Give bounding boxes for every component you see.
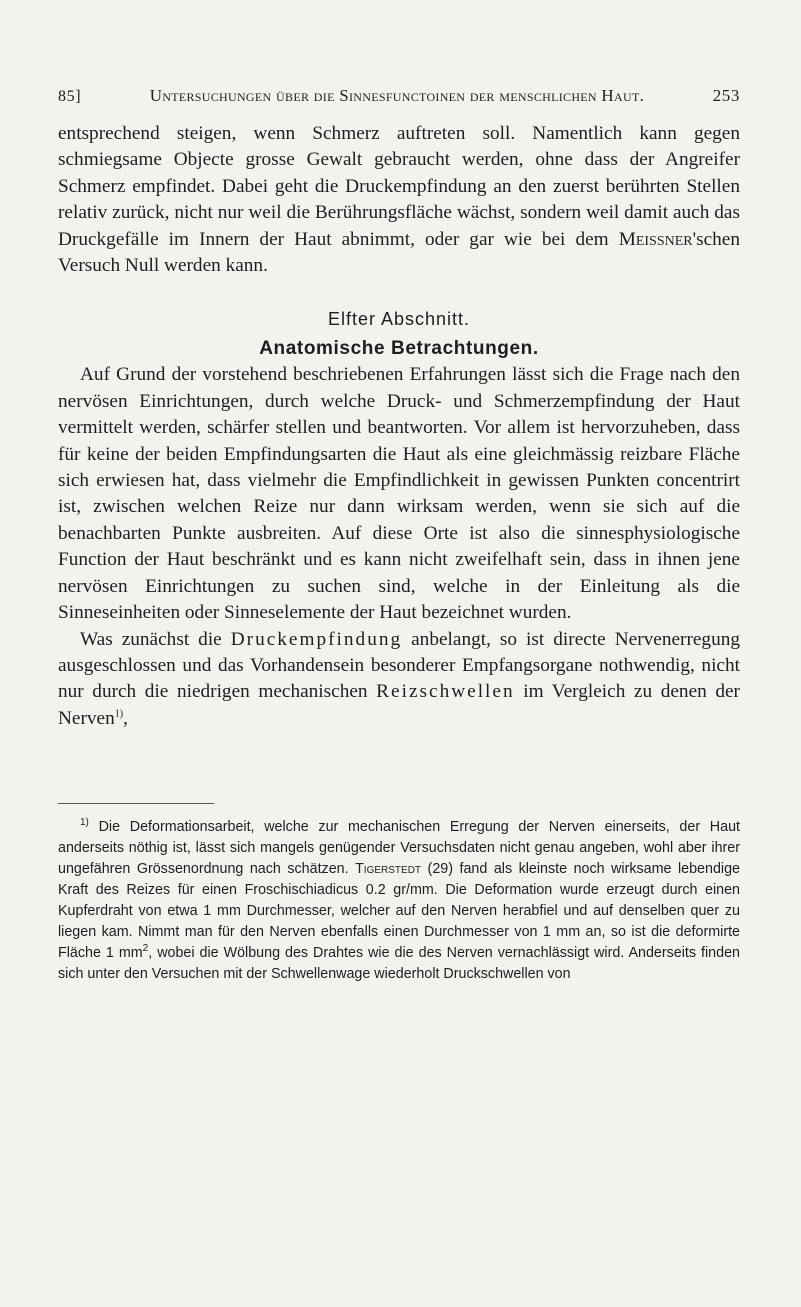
footnote-marker: 1): [80, 817, 89, 829]
emphasis-term: Reizschwellen: [376, 681, 515, 703]
running-header: [58, 86, 740, 106]
chapter-title: Anatomische Betrachtungen.: [259, 338, 539, 360]
footnote-divider: [58, 803, 214, 804]
running-title: Untersuchungen über die Sinnesfunctoinen der menschlichen Haut.: [149, 86, 645, 105]
page-number: 253: [712, 86, 740, 105]
chapter-number: Elfter Abschnitt.: [327, 309, 471, 330]
footnote: $^{1)}$ Die Deformationsarbeit, welche zur mechanischen Erregung der Nerven einerseits, der Haut anderseits nöthig ist, lässt sich mangels genügender Versuchsdaten nicht genau angeben, wohl aber ihrer ungefähren Grössenordnung nach schätzen. Tigerstedt (29) fand als kleinste noch wirksame lebendige Kraft des Reizes für einen Froschischiadicus 0.2 gr/mm. Die Deformation wurde erzeugt durch einen Kupferdraht von etwa 1 mm Durchmesser, welcher auf den Nerven herabfiel und auf denselben quer zu liegen kam. Nimmt man für den Nerven ebenfalls einen Durchmesser von 1 mm an, so ist die deformirte Fläche 1 $mm^2$, wobei die Wölbung des Drahtes wie die des Nerven vernachlässigt wird. Anderseits finden sich unter den Versuchen mit der Schwellenwage wiederholt Druckschwellen von: [58, 817, 740, 982]
footnote-reference: 1): [114, 708, 124, 720]
emphasis-term: Druckempfindung: [230, 628, 403, 650]
paragraph: Was zunächst die Druckempfindung anbelangt, so ist directe Nervenerregung ausgeschlossen und das Vorhandensein besonderer Empfangsorgane nothwendig, nicht nur durch die niedrigen mechanischen Reizschwellen im Vergleich zu denen der Nerven$^{1)}$,: [58, 628, 740, 729]
author-name: Tigerstedt: [355, 861, 422, 877]
author-name: Meissner: [618, 228, 693, 250]
section-number: 85]: [58, 88, 82, 105]
paragraph: Auf Grund der vorstehend beschriebenen Erfahrungen lässt sich die Frage nach den nervösen Einrichtungen, durch welche Druck- und Schmerzempfindung der Haut vermittelt werden, schärfer stellen und beantworten. Vor allem ist hervorzuheben, dass für keine der beiden Empfindungsarten die Haut als eine gleichmässig reizbare Fläche sich erwiesen hat, dass vielmehr die Empfindlichkeit in gewissen Punkten concentrirt ist, zwischen welchen Reize nur dann wirksam werden, wenn sie sich auf die benachbarten Punkte ausbreiten. Auf diese Orte ist also die sinnesphysiologische Function der Haut beschränkt und es kann nicht zweifelhaft sein, dass in ihnen jene nervösen Einrichtungen zu suchen sind, welche in der Einleitung als die Sinneseinheiten oder Sinneselemente der Haut bezeichnet wurden.: [58, 364, 740, 624]
main-text: [58, 121, 740, 732]
paragraph-continued: entsprechend steigen, wenn Schmerz auftreten soll. Namentlich kann gegen schmiegsame Objecte grosse Gewalt gebraucht werden, ohne dass der Angreifer Schmerz empfindet. Dabei geht die Druckempfindung an den zuerst berührten Stellen relativ zurück, nicht nur weil die Berührungsfläche wächst, sondern weil damit auch das Druckgefälle im Innern der Haut abnimmt, oder gar wie bei dem Meissner'schen Versuch Null werden kann.: [58, 123, 740, 277]
